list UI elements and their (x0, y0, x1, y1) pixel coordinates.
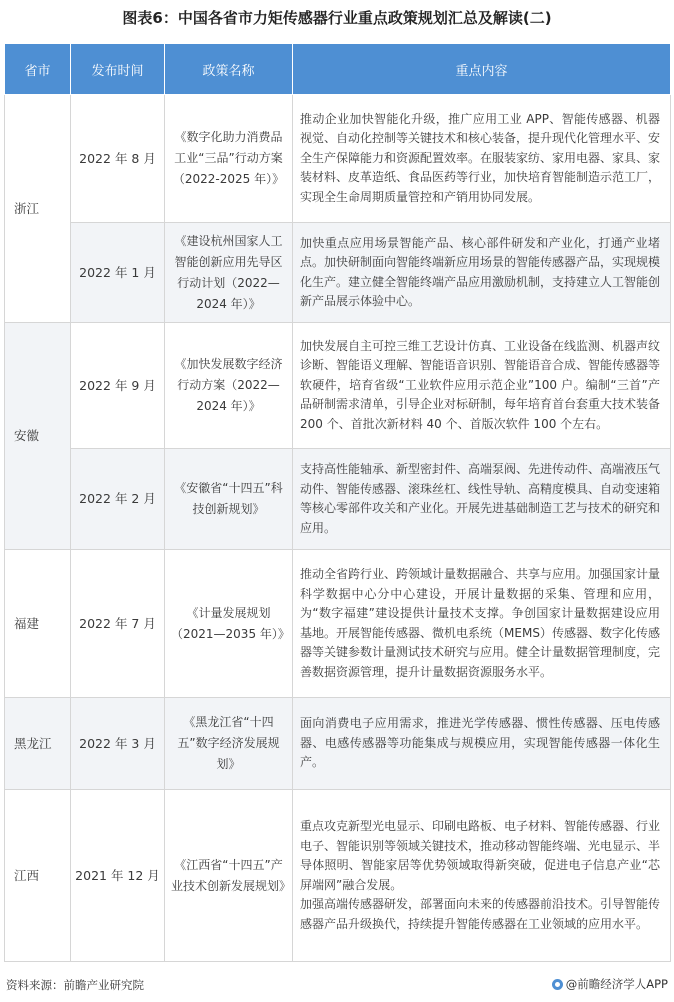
policy-name-cell: 《数字化助力消费品工业“三品”行动方案（2022-2025 年）》 (165, 95, 293, 223)
policy-name-cell: 《加快发展数字经济行动方案（2022—2024 年）》 (165, 323, 293, 449)
table-row (5, 323, 671, 449)
province-cell: 浙江 (5, 95, 71, 323)
page-title: 图表6：中国各省市力矩传感器行业重点政策规划汇总及解读(二) (122, 9, 552, 27)
province-cell: 江西 (5, 790, 71, 962)
content-cell: 加快重点应用场景智能产品、核心部件研发和产业化，打通产业堵点。加快研制面向智能终端新应用场景的智能传感器产品，实现规模化生产。建立健全智能终端产品应用激励机制，支持建立人工智能创新产品展示体验中心。 (293, 223, 671, 323)
province-cell: 福建 (5, 550, 71, 698)
table-row (5, 550, 671, 698)
content-paragraph: 加强高端传感器研发，部署面向未来的传感器前沿技术。引导智能传感器产品升级换代，持续提升智能传感器在工业领域的应用水平。 (300, 897, 661, 931)
date-cell: 2022 年 1 月 (71, 223, 165, 323)
date-cell: 2022 年 7 月 (71, 550, 165, 698)
brand-logo-icon (552, 979, 563, 990)
date-cell: 2022 年 9 月 (71, 323, 165, 449)
table-header-row (5, 44, 671, 95)
content-cell: 推动企业加快智能化升级，推广应用工业 APP、智能传感器、机器视觉、自动化控制等关键技术和核心装备，提升现代化管理水平、安全生产保障能力和资源配置效率。在服装家纺、家用电器、家具、家装材料、皮革造纸、食品医药等行业，加快培育智能制造示范工厂，实现全生命周期质量管控和产销用协同发展。 (293, 95, 671, 223)
province-cell: 安徽 (5, 323, 71, 550)
date-cell: 2022 年 2 月 (71, 449, 165, 550)
content-cell: 支持高性能轴承、新型密封件、高端泵阀、先进传动件、高端液压气动件、智能传感器、滚珠丝杠、线性导轨、高精度模具、自动变速箱等核心零部件攻关和产业化。开展先进基础制造工艺与技术的研究和应用。 (293, 449, 671, 550)
policy-name-cell: 《计量发展规划（2021—2035 年）》 (165, 550, 293, 698)
policy-name-cell: 《建设杭州国家人工智能创新应用先导区行动计划（2022—2024 年）》 (165, 223, 293, 323)
date-cell: 2022 年 8 月 (71, 95, 165, 223)
date-cell: 2021 年 12 月 (71, 790, 165, 962)
date-cell: 2022 年 3 月 (71, 698, 165, 790)
table-row (5, 95, 671, 223)
table-row (5, 790, 671, 962)
policy-name-cell: 《黑龙江省“十四五”数字经济发展规划》 (165, 698, 293, 790)
content-cell: 加快发展自主可控三维工艺设计仿真、工业设备在线监测、机器声纹诊断、智能语义理解、智能语音识别、智能语音合成、智能传感器等软硬件，培育省级“工业软件应用示范企业”100 户。编制“三首”产品研制需求清单，引导企业对标研制，每年培育首台套重大技术装备 200 个、首批次新材料 40 个、首版次软件 100 个左右。 (293, 323, 671, 449)
policy-table (4, 43, 671, 962)
header-key-content: 重点内容 (293, 44, 671, 95)
policy-name-cell: 《江西省“十四五”产业技术创新发展规划》 (165, 790, 293, 962)
brand-text: @前瞻经济学人APP (565, 977, 668, 991)
province-cell: 黑龙江 (5, 698, 71, 790)
header-policy-name: 政策名称 (165, 44, 293, 95)
table-row (5, 449, 671, 550)
table-row (5, 698, 671, 790)
header-date: 发布时间 (71, 44, 165, 95)
table-row (5, 223, 671, 323)
content-cell: 面向消费电子应用需求，推进光学传感器、惯性传感器、压电传感器、电感传感器等功能集成与规模应用，实现智能传感器一体化生产。 (293, 698, 671, 790)
content-cell (293, 790, 671, 962)
content-paragraph: 重点攻克新型光电显示、印刷电路板、电子材料、智能传感器、行业电子、智能识别等领域关键技术，推动移动智能终端、光电显示、半导体照明、智能家居等优势领域取得新突破，促进电子信息产业“芯屏端网”融合发展。 (300, 819, 661, 892)
header-province: 省市 (5, 44, 71, 95)
source-note: 资料来源：前瞻产业研究院 (6, 978, 144, 992)
content-cell: 推动全省跨行业、跨领域计量数据融合、共享与应用。加强国家计量科学数据中心分中心建设，开展计量数据的采集、管理和应用，为“数字福建”建设提供计量技术支撑。争创国家计量数据建设应用基地。开展智能传感器、微机电系统（MEMS）传感器、数字化传感器等关键参数计量测试技术研究与应用。健全计量数据管理制度，完善数据资源管理，提升计量数据资源服务水平。 (293, 550, 671, 698)
brand-credit (552, 976, 668, 992)
policy-name-cell: 《安徽省“十四五”科技创新规划》 (165, 449, 293, 550)
